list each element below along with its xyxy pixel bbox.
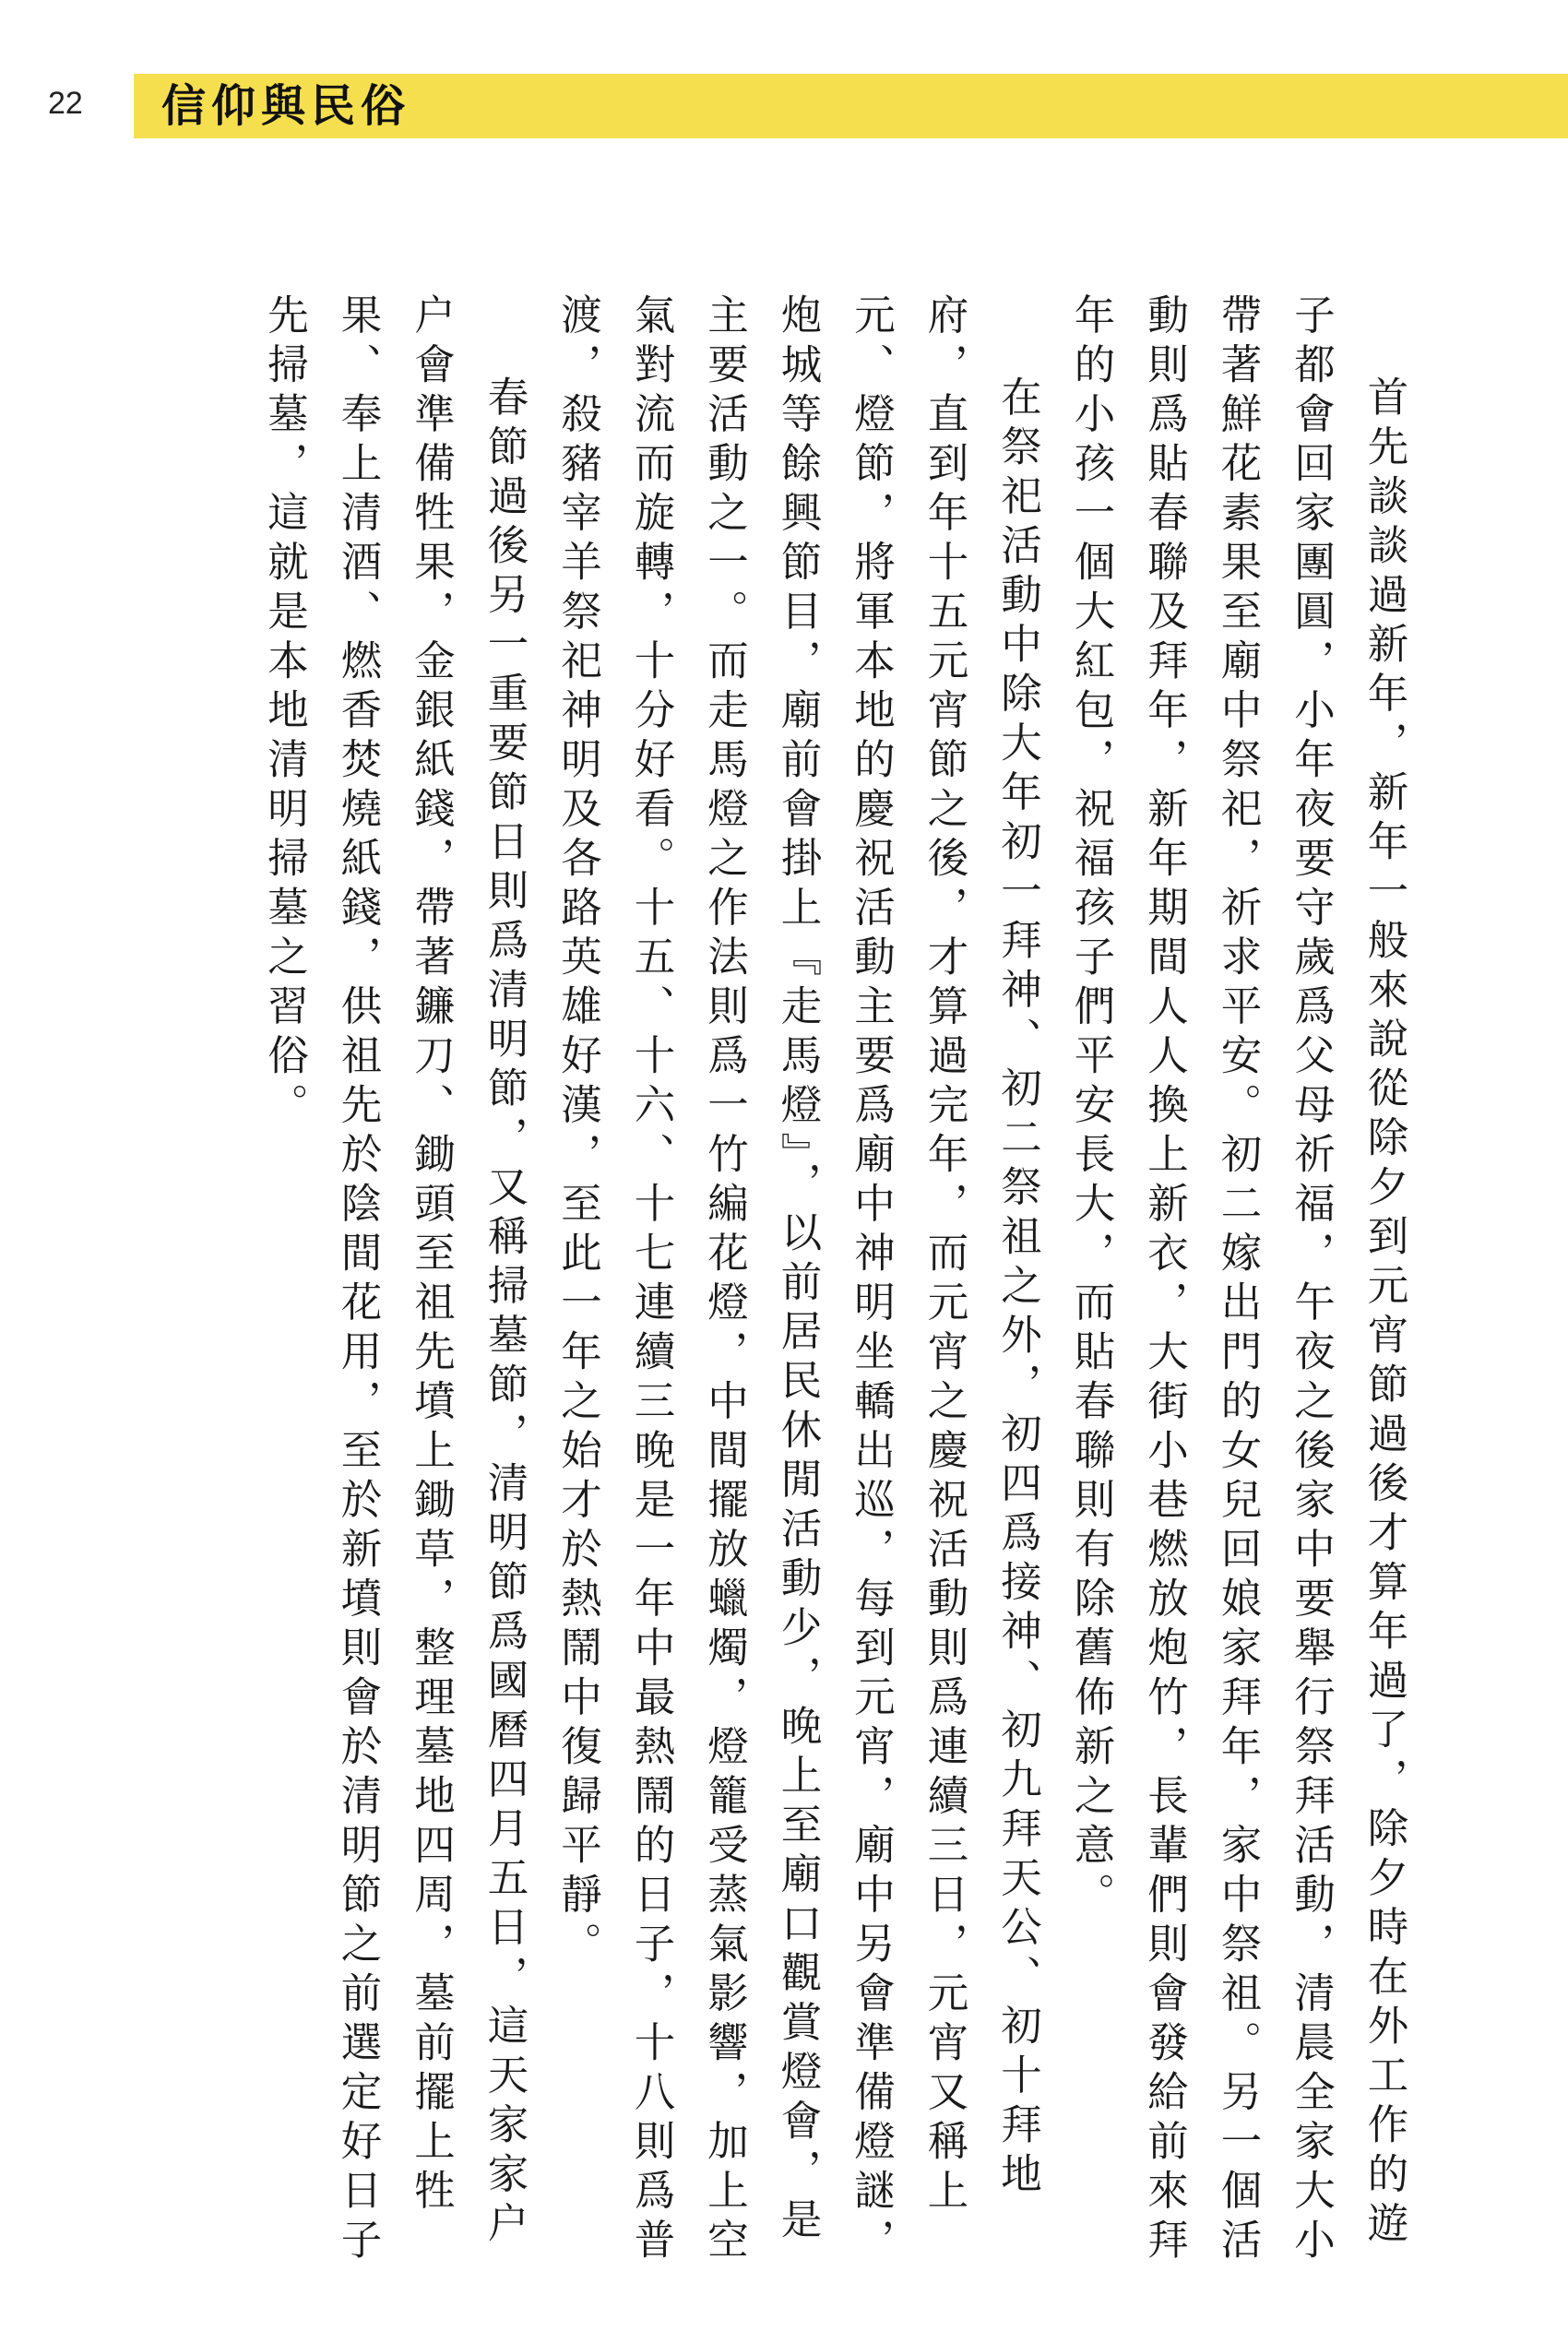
body-text [37,293,1420,2277]
section-title: 信仰與民俗 [161,80,411,132]
paragraph-new-year: 首先談談過新年，新年一般來說從除夕到元宵節過後才算年過了，除夕時在外工作的遊子都會回家團圓，小年夜要守歲爲父母祈福，午夜之後家中要舉行祭拜活動，清晨全家大小帶著鮮花素果至廟中祭祀，祈求平安。初二嫁出門的女兒回娘家拜年，家中祭祖。另一個活動則爲貼春聯及拜年，新年期間人人換上新衣，大街小巷燃放炮竹，長輩們則會發給前來拜年的小孩一個大紅包，祝福孩子們平安長大，而貼春聯則有除舊佈新之意。 [1067,293,1408,2267]
paragraph-qingming: 春節過後另一重要節日則爲清明節，又稱掃墓節，清明節爲國曆四月五日，這天家家户户會準備牲果，金銀紙錢，帶著鐮刀、鋤頭至祖先墳上鋤草，整理墓地四周，墓前擺上牲果、奉上清酒、燃香焚燒紙錢，供祖先於陰間花用，至於新墳則會於清明節之前選定好日子先掃墓，這就是本地清明掃墓之習俗。 [260,293,528,2267]
paragraph-lantern-festival: 在祭祀活動中除大年初一拜神、初二祭祖之外，初四爲接神、初九拜天公、初十拜地府，直到年十五元宵節之後，才算過完年，而元宵之慶祝活動則爲連續三日，元宵又稱上元、燈節，將軍本地的慶祝活動主要爲廟中神明坐轎出巡，每到元宵，廟中另會準備燈謎，炮城等餘興節目，廟前會掛上『走馬燈』，以前居民休閒活動少，晚上至廟口觀賞燈會，是主要活動之一。而走馬燈之作法則爲一竹編花燈，中間擺放蠟燭，燈籠受蒸氣影響，加上空氣對流而旋轉，十分好看。十五、十六、十七連續三晚是一年中最熱鬧的日子，十八則爲普渡，殺豬宰羊祭祀神明及各路英雄好漢，至此一年之始才於熱鬧中復歸平靜。 [553,293,1041,2267]
section-header-band [134,74,1568,138]
page-number: 22 [48,86,83,121]
